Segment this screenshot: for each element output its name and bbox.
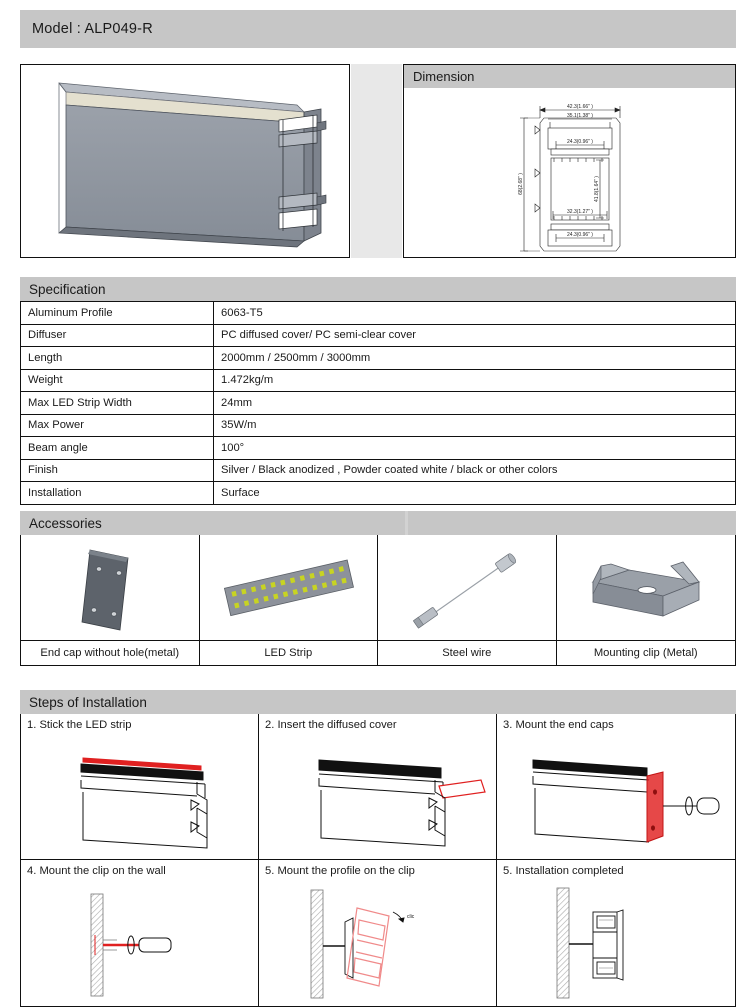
model-title: Model : ALP049-R xyxy=(32,21,153,37)
accessory-item xyxy=(200,535,379,665)
step-caption: 1. Stick the LED strip xyxy=(27,719,132,731)
dim-label-cavity-width: 32.3(1.27" ) xyxy=(567,209,593,215)
steps-header-bar xyxy=(20,690,736,714)
dimension-title: Dimension xyxy=(413,69,475,84)
svg-text:clic: clic xyxy=(407,914,415,920)
profile-with-diffuser-icon xyxy=(259,736,496,859)
accessory-item xyxy=(557,535,736,665)
dim-label-cavity-height: 41.8(1.64" ) xyxy=(594,176,600,202)
spec-value: Surface xyxy=(214,482,736,505)
step-caption: 2. Insert the diffused cover xyxy=(265,719,397,731)
step-caption: 4. Mount the clip on the wall xyxy=(27,865,166,877)
accessory-item xyxy=(21,535,200,665)
spec-value: 6063-T5 xyxy=(214,302,736,325)
spec-value: 35W/m xyxy=(214,414,736,437)
product-photo-panel xyxy=(20,64,350,258)
spec-value: 2000mm / 2500mm / 3000mm xyxy=(214,347,736,370)
dimension-drawing-area xyxy=(404,88,735,257)
mounting-clip-bracket-icon xyxy=(557,535,736,640)
table-row xyxy=(21,414,736,437)
accessories-title: Accessories xyxy=(29,515,102,531)
wall-clip-screw-icon xyxy=(21,882,258,1006)
step-caption: 3. Mount the end caps xyxy=(503,719,614,731)
spec-key: Installation xyxy=(21,482,214,505)
accessories-section xyxy=(20,511,736,666)
dim-label-channel-bottom: 24.3(0.96" ) xyxy=(567,232,593,238)
specification-table-body xyxy=(21,302,736,505)
accessory-caption: Mounting clip (Metal) xyxy=(557,640,736,665)
installation-step xyxy=(21,860,259,1006)
panel-divider-gap xyxy=(351,64,402,258)
dim-label-channel-top: 24.3(0.96" ) xyxy=(567,139,593,145)
header-split-mark xyxy=(405,511,408,535)
steel-wire-suspension-icon xyxy=(378,535,556,640)
specification-title: Specification xyxy=(29,281,106,297)
installation-steps-section xyxy=(20,690,736,1007)
installation-step xyxy=(497,714,735,860)
accessories-grid xyxy=(20,535,736,666)
accessory-caption: End cap without hole(metal) xyxy=(21,640,199,665)
dimension-panel xyxy=(403,64,736,258)
spec-key: Beam angle xyxy=(21,437,214,460)
dim-label-outer-width: 42.3(1.66" ) xyxy=(567,104,593,110)
spec-key: Diffuser xyxy=(21,324,214,347)
specification-header-bar xyxy=(20,277,736,301)
accessories-header-bar xyxy=(20,511,736,535)
specification-table xyxy=(20,301,736,505)
spec-key: Length xyxy=(21,347,214,370)
spec-value: 1.472kg/m xyxy=(214,369,736,392)
profile-with-led-strip-icon xyxy=(21,736,258,859)
installation-step xyxy=(259,714,497,860)
table-row xyxy=(21,369,736,392)
table-row xyxy=(21,459,736,482)
dimension-technical-drawing xyxy=(404,88,734,256)
spec-value: 24mm xyxy=(214,392,736,415)
table-row xyxy=(21,437,736,460)
spec-key: Aluminum Profile xyxy=(21,302,214,325)
spec-key: Max LED Strip Width xyxy=(21,392,214,415)
led-strip-board-icon xyxy=(200,535,378,640)
dim-label-overall-height: 68(2.68" ) xyxy=(518,173,524,195)
installation-step xyxy=(21,714,259,860)
specification-section xyxy=(20,277,736,505)
spec-key: Finish xyxy=(21,459,214,482)
steps-title: Steps of Installation xyxy=(29,694,147,710)
table-row xyxy=(21,302,736,325)
step-caption: 5. Installation completed xyxy=(503,865,624,877)
table-row xyxy=(21,392,736,415)
accessory-item xyxy=(378,535,557,665)
aluminum-profile-3d-render xyxy=(21,65,348,256)
profile-onto-clip-icon xyxy=(259,882,496,1006)
table-row xyxy=(21,482,736,505)
steps-grid xyxy=(20,714,736,1007)
spec-key: Weight xyxy=(21,369,214,392)
dimension-panel-title-bar xyxy=(404,65,735,88)
profile-endcap-screw-icon xyxy=(497,736,735,859)
end-cap-plate-icon xyxy=(21,535,199,640)
model-header-bar xyxy=(20,10,736,48)
accessory-caption: LED Strip xyxy=(200,640,378,665)
installation-step xyxy=(497,860,735,1006)
spec-value: Silver / Black anodized , Powder coated white / black or other colors xyxy=(214,459,736,482)
accessory-caption: Steel wire xyxy=(378,640,556,665)
installation-step xyxy=(259,860,497,1006)
installed-profile-icon xyxy=(497,882,735,1006)
step-caption: 5. Mount the profile on the clip xyxy=(265,865,415,877)
dim-label-inner-width: 35.1(1.38" ) xyxy=(567,113,593,119)
table-row xyxy=(21,347,736,370)
spec-key: Max Power xyxy=(21,414,214,437)
table-row xyxy=(21,324,736,347)
spec-value: PC diffused cover/ PC semi-clear cover xyxy=(214,324,736,347)
spec-value: 100° xyxy=(214,437,736,460)
